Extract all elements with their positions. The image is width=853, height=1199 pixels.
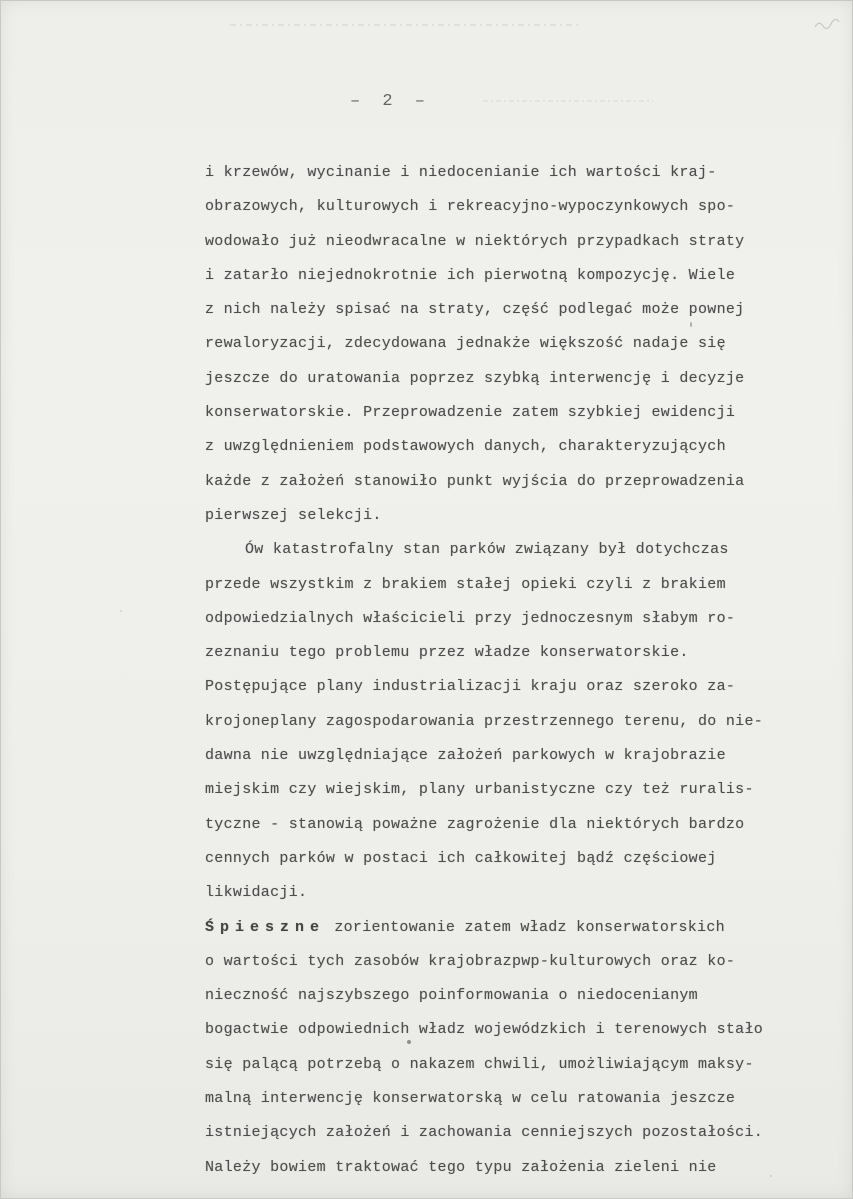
paragraph-1 [205,156,825,533]
text-line: tyczne - stanowią poważne zagrożenie dla niektórych bardzo [205,815,745,833]
text-line: nieczność najszybszego poinformowania o niedocenianym [205,987,698,1005]
text-line: o wartości tych zasobów krajobrazpwp-kulturowych oraz ko- [205,952,736,970]
page-number: – 2 – [350,92,432,111]
text-line [205,911,825,945]
text-line: rewaloryzacji, zdecydowana jednakże większość nadaje się [205,335,726,353]
body-text [205,156,825,1185]
text-line: Postępujące plany industrializacji kraju oraz szeroko za- [205,678,736,696]
text-line: każde z założeń stanowiło punkt wyjścia do przeprowadzenia [205,472,745,490]
ink-speck [690,322,692,327]
paragraph-2 [205,533,825,910]
text-line: odpowiedzialnych właścicieli przy jednoczesnym słabym ro- [205,609,736,627]
text-line: się palącą potrzebą o nakazem chwili, umożliwiającym maksy- [205,1055,754,1073]
bleed-through-text-top [230,20,580,30]
text-fragment: zorientowanie zatem władz konserwatorskich [325,918,725,936]
ink-speck [120,610,122,612]
text-line: krojoneplany zagospodarowania przestrzennego terenu, do nie- [205,712,764,730]
text-line: istniejących założeń i zachowania cenniejszych pozostałości. [205,1124,764,1142]
corner-mark [814,18,840,30]
text-line: miejskim czy wiejskim, plany urbanistyczne czy też ruralis- [205,781,754,799]
text-line: Należy bowiem traktować tego typu założenia zieleni nie [205,1158,717,1176]
text-line: z nich należy spisać na straty, część podlegać może pownej [205,301,745,319]
text-line: przede wszystkim z brakiem stałej opieki czyli z brakiem [205,575,726,593]
text-line: jeszcze do uratowania poprzez szybką interwencję i decyzje [205,369,745,387]
text-line: z uwzględnieniem podstawowych danych, charakteryzujących [205,438,726,456]
text-line: zeznaniu tego problemu przez władze konserwatorskie. [205,644,689,662]
text-line: cennych parków w postaci ich całkowitej bądź częściowej [205,849,717,867]
spaced-lead-word: Śpieszne [205,918,326,936]
text-line: dawna nie uwzględniające założeń parkowych w krajobrazie [205,747,726,765]
ink-speck [770,1175,772,1177]
text-line: wodowało już nieodwracalne w niektórych przypadkach straty [205,232,745,250]
text-line: Ów katastrofalny stan parków związany był dotychczas [245,541,729,559]
text-line: malną interwencję konserwatorską w celu ratowania jeszcze [205,1090,736,1108]
text-line: i krzewów, wycinanie i niedocenianie ich wartości kraj- [205,164,717,181]
text-line: i zatarło niejednokrotnie ich pierwotną kompozycję. Wiele [205,266,736,284]
text-line: pierwszej selekcji. [205,506,382,524]
bleed-through-text-header [483,97,653,105]
text-line: bogactwie odpowiednich władz wojewódzkich i terenowych stało [205,1021,764,1039]
text-line: obrazowych, kulturowych i rekreacyjno-wypoczynkowych spo- [205,198,736,216]
paragraph-3 [205,911,825,1185]
text-line: konserwatorskie. Przeprowadzenie zatem szybkiej ewidencji [205,404,736,422]
ink-speck [407,1040,411,1044]
text-line: likwidacji. [205,884,308,902]
